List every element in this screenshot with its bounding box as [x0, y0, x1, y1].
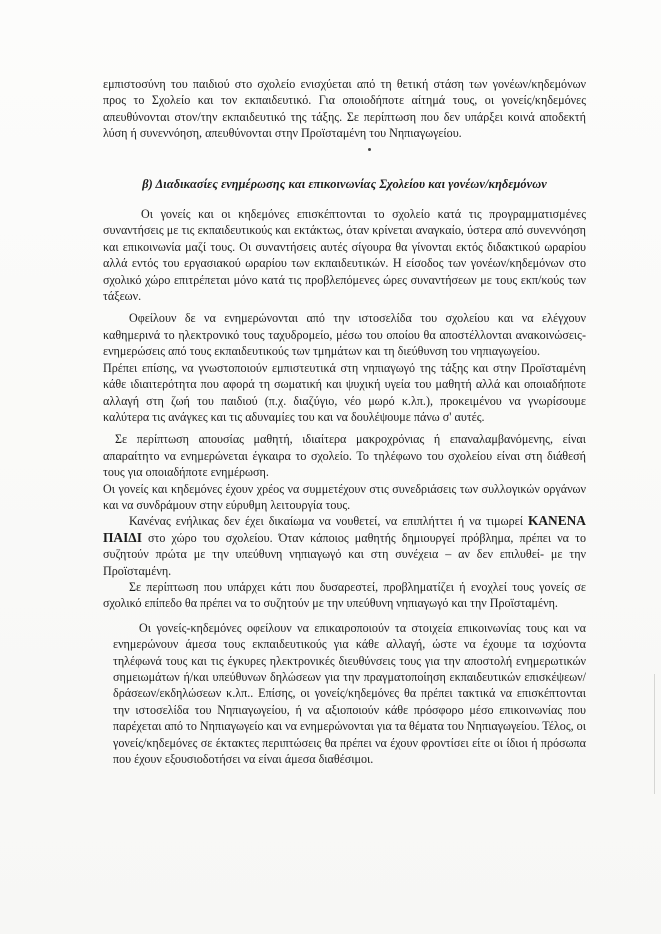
- paragraph-concerns: Σε περίπτωση που υπάρχει κάτι που δυσαρεστεί, προβληματίζει ή ενοχλεί τους γονείς σε σχολικό επίπεδο θα πρέπει να το συζητούν με την υπεύθυνη νηπιαγωγό και την Προϊσταμένη.: [103, 579, 586, 611]
- paragraph-confidential: Πρέπει επίσης, να γνωστοποιούν εμπιστευτικά στη νηπιαγωγό της τάξης και στην Προϊσταμένη κάθε ιδιαιτερότητα που αφορά τη σωματική και ψυχική υγεία του μαθητή αλλά και οποιαδήποτε αλλαγή στη ζωή του παιδιού (π.χ. διαζύγιο, νέο μωρό κ.λπ.), προκειμένου να γνωρίσουμε καλύτερα τις ανάγκες και τις αδυναμίες του και να δουλέψουμε πάνω σ' αυτές.: [103, 360, 586, 424]
- scan-edge-line: [654, 674, 655, 794]
- discipline-emphasis: ΚΑΝΕΝΑ ΠΑΙΔΙ: [103, 513, 586, 545]
- document-body: [103, 76, 586, 767]
- discipline-text-b: στο χώρο του σχολείου. Όταν κάποιος μαθητής δημιουργεί πρόβλημα, πρέπει να το συζητούν πρώτα με την υπεύθυνη νηπιαγωγό και στη συνέχεια – αν δεν επιλυθεί- με την Προϊσταμένη.: [103, 530, 586, 578]
- section-heading: β) Διαδικασίες ενημέρωσης και επικοινωνίας Σχολείου και γονέων/κηδεμόνων: [142, 176, 547, 191]
- paragraph-contact-details: Οι γονείς-κηδεμόνες οφείλουν να επικαιροποιούν τα στοιχεία επικοινωνίας τους και να ενημερώνουν άμεσα τους εκπαιδευτικούς για κάθε αλλαγή, ώστε να έχουμε τα ισχύοντα τηλέφωνά τους και τις έγκυρες ηλεκτρονικές διευθύνσεις τους για την αποστολή ενημερωτικών σημειωμάτων ή/και υπεύθυνων δηλώσεων για την πραγματοποίηση εκπαιδευτικών επισκέψεων/δράσεων/εκδηλώσεων κ.λπ.. Επίσης, οι γονείς/κηδεμόνες θα πρέπει τακτικά να επισκέπτονται την ιστοσελίδα του Νηπιαγωγείου, ή να αξιοποιούν κάθε πρόσφορο μέσο επικοινωνίας που παρέχεται από το Νηπιαγωγείο και να ενημερώνονται για τα θέματα του Νηπιαγωγείου. Τέλος, οι γονείς/κηδεμόνες σε έκτακτες περιπτώσεις θα πρέπει να έχουν φροντίσει είτε οι ίδιοι ή πρόσωπα που έχουν εξουσιοδοτήσει να είναι άμεσα διαθέσιμοι.: [113, 620, 586, 767]
- paragraph-meetings: Οι γονείς και κηδεμόνες έχουν χρέος να συμμετέχουν στις συνεδριάσεις των συλλογικών οργάνων και να συνδράμουν στην εύρυθμη λειτουργία τους.: [103, 481, 586, 512]
- scan-speck: [368, 148, 371, 151]
- paragraph-website: Οφείλουν δε να ενημερώνονται από την ιστοσελίδα του σχολείου και να ελέγχουν καθημερινά το ηλεκτρονικό τους ταχυδρομείο, μέσω του οποίου θα αποστέλλονται ανακοινώσεις-ενημερώσεις από τους εκπαιδευτικούς των τμημάτων και τη διεύθυνση του νηπιαγωγείου.: [103, 311, 586, 359]
- paragraph-absence: Σε περίπτωση απουσίας μαθητή, ιδιαίτερα μακροχρόνιας ή επαναλαμβανόμενης, είναι απαραίτητο να ενημερώνεται έγκαιρα το σχολείο. Το τηλέφωνο του σχολείου είναι στη διάθεσή τους για οποιαδήποτε ενημέρωση.: [103, 432, 586, 480]
- paragraph-intro: εμπιστοσύνη του παιδιού στο σχολείο ενισχύεται από τη θετική στάση των γονέων/κηδεμόνων προς το Σχολείο και τον εκπαιδευτικό. Για οποιοδήποτε αίτημά τους, οι γονείς/κηδεμόνες απευθύνονται στον/την εκπαιδευτικό της τάξης. Σε περίπτωση που δεν υπάρξει κοινά αποδεκτή λύση ή συνεννόηση, απευθύνονται στην Προϊσταμένη του Νηπιαγωγείου.: [103, 77, 586, 141]
- paragraph-discipline: [103, 513, 586, 579]
- discipline-text-a: Κανένας ενήλικας δεν έχει δικαίωμα να νουθετεί, να επιπλήττει ή να τιμωρεί: [129, 514, 523, 529]
- paragraph-visits: Οι γονείς και οι κηδεμόνες επισκέπτονται το σχολείο κατά τις προγραμματισμένες συναντήσεις με τις εκπαιδευτικούς και εκτάκτως, όταν κρίνεται αναγκαίο, ύστερα από συνεννόηση και επικοινωνία μαζί τους. Οι συναντήσεις αυτές σίγουρα θα γίνονται εκτός διδακτικού ωραρίου αλλά εντός του εργασιακού ωραρίου των εκπαιδευτικών. Η είσοδος των γονέων/κηδεμόνων στο σχολικό χώρο επιτρέπεται μόνο κατά τις προβλεπόμενες ώρες συναντήσεων με τους εκπ/κούς των τάξεων.: [103, 207, 586, 304]
